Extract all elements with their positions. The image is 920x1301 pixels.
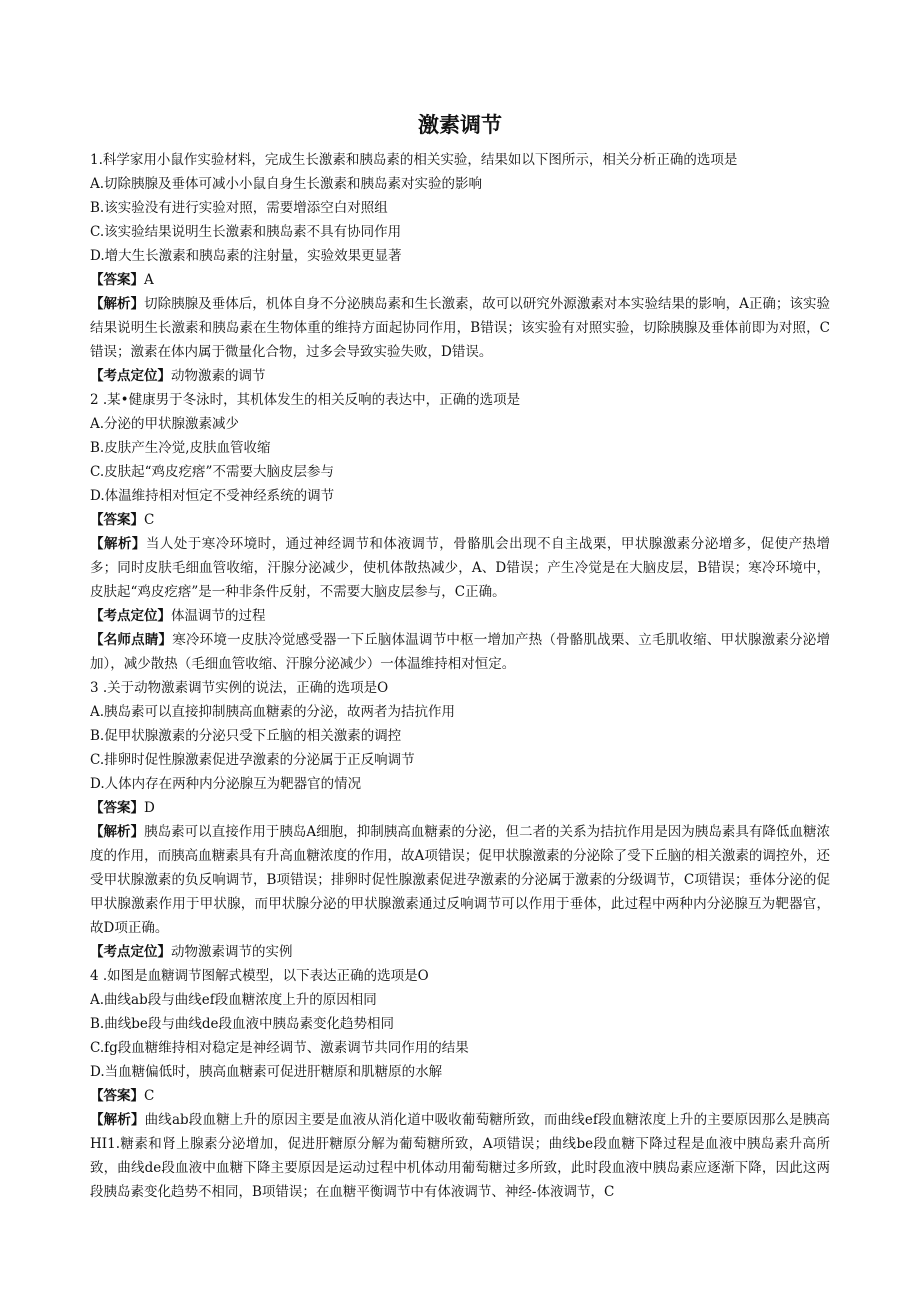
question-3-point — [90, 940, 830, 964]
question-4-analysis — [90, 1108, 830, 1204]
analysis-tag: 【解析】 — [90, 1112, 145, 1128]
question-4-option-d: D.当血糖偏低时，胰高血糖素可促进肝糖原和肌糖原的水解 — [90, 1064, 443, 1080]
question-3-stem: 3 .关于动物激素调节实例的说法，正确的选项是O — [90, 680, 389, 696]
question-1-option-a: A.切除胰腺及垂体可减小小鼠自身生长激素和胰岛素对实验的影响 — [90, 176, 483, 192]
question-4-answer — [90, 1084, 830, 1108]
analysis-text: 当人处于寒冷环境时，通过神经调节和体液调节，骨骼肌会出现不自主战栗，甲状腺激素分泌增多，促使产热增多；同时皮肤毛细血管收缩，汗腺分泌减少，使机体散热减少，A、D错误；产生冷觉是在大脑皮层，B错误；寒冷环境中，皮肤起“鸡皮疙瘩”是一种非条件反射，不需要大脑皮层参与，C正确。 — [90, 536, 831, 600]
answer-tag: 【答案】 — [90, 1088, 144, 1104]
answer-tag: 【答案】 — [90, 512, 144, 528]
answer-tag: 【答案】 — [90, 800, 144, 816]
tip-text: 寒冷环境一皮肤冷觉感受器一下丘脑体温调节中枢一增加产热（骨骼肌战栗、立毛肌收缩、甲状腺激素分泌增加），减少散热（毛细血管收缩、汗腺分泌减少）一体温维持相对恒定。 — [90, 632, 831, 672]
question-2-option-a: A.分泌的甲状腺激素减少 — [90, 416, 240, 432]
question-3-option-a: A.胰岛素可以直接抑制胰高血糖素的分泌，故两者为拮抗作用 — [90, 704, 456, 720]
question-3-analysis — [90, 820, 830, 940]
analysis-text: 胰岛素可以直接作用于胰岛A细胞，抑制胰高血糖素的分泌，但二者的关系为拮抗作用是因为胰岛素具有降低血糖浓度的作用，而胰高血糖素具有升高血糖浓度的作用，故A项错误；促甲状腺激素的分泌除了受下丘脑的相关激素的调控外，还受甲状腺激素的负反响调节，B项错误；排卵时促性腺激素促进孕激素的分泌属于激素的分级调节，C项错误；垂体分泌的促甲状腺激素作用于甲状腺，而甲状腺分泌的甲状腺激素通过反响调节可以作用于垂体，此过程中两种内分泌腺互为靶器官，故D项正确。 — [90, 824, 830, 936]
question-1-analysis — [90, 292, 830, 364]
point-text: 动物激素的调节 — [171, 368, 266, 384]
answer-tag: 【答案】 — [90, 272, 144, 288]
point-tag: 【考点定位】 — [90, 608, 171, 624]
answer-value: D — [144, 800, 155, 816]
question-2-option-b: B.皮肤产生冷觉,皮肤血管收缩 — [90, 440, 271, 456]
answer-value: A — [144, 272, 154, 288]
analysis-tag: 【解析】 — [90, 536, 146, 552]
question-1-answer — [90, 268, 830, 292]
analysis-tag: 【解析】 — [90, 824, 145, 840]
question-2-tip — [90, 628, 830, 676]
question-3-option-d: D.人体内存在两种内分泌腺互为靶器官的情况 — [90, 776, 362, 792]
question-4-option-a: A.曲线ab段与曲线ef段血糖浓度上升的原因相同 — [90, 992, 377, 1008]
point-text: 动物激素调节的实例 — [171, 944, 293, 960]
point-tag: 【考点定位】 — [90, 368, 171, 384]
tip-tag: 【名师点睛】 — [90, 632, 173, 648]
question-3-option-b: B.促甲状腺激素的分泌只受下丘脑的相关激素的调控 — [90, 728, 402, 744]
question-1-option-b: B.该实验没有进行实验对照，需要增添空白对照组 — [90, 200, 388, 216]
question-1-option-d: D.增大生长激素和胰岛素的注射量，实验效果更显著 — [90, 248, 402, 264]
question-2-analysis — [90, 532, 830, 604]
analysis-text: 曲线ab段血糖上升的原因主要是血液从消化道中吸收葡萄糖所致，而曲线ef段血糖浓度上升的主要原因那么是胰高HI1.糖素和肾上腺素分泌增加，促进肝糖原分解为葡萄糖所致，A项错误；曲线be段血糖下降过程是血液中胰岛素升高所致，曲线de段血液中血糖下降主要原因是运动过程中机体动用葡萄糖过多所致，此时段血液中胰岛素应逐渐下降，因此这两段胰岛素变化趋势不相同，B项错误；在血糖平衡调节中有体液调节、神经-体液调节，C — [90, 1112, 831, 1200]
question-2-answer — [90, 508, 830, 532]
question-2-point — [90, 604, 830, 628]
question-2-stem: 2 .某•健康男于冬泳时，其机体发生的相关反响的表达中，正确的选项是 — [90, 392, 521, 408]
question-4-option-b: B.曲线be段与曲线de段血液中胰岛素变化趋势相同 — [90, 1016, 394, 1032]
question-1-option-c: C.该实验结果说明生长激素和胰岛素不具有协同作用 — [90, 224, 402, 240]
question-3-answer — [90, 796, 830, 820]
question-4-stem: 4 .如图是血糖调节图解式模型，以下表达正确的选项是O — [90, 968, 429, 984]
analysis-tag: 【解析】 — [90, 296, 145, 312]
answer-value: C — [144, 512, 155, 528]
document-page — [90, 108, 830, 1204]
question-4-option-c: C.fg段血糖维持相对稳定是神经调节、激素调节共同作用的结果 — [90, 1040, 469, 1056]
question-3-option-c: C.排卵时促性腺激素促进孕激素的分泌属于正反响调节 — [90, 752, 415, 768]
point-tag: 【考点定位】 — [90, 944, 171, 960]
question-2-option-d: D.体温维持相对恒定不受神经系统的调节 — [90, 488, 335, 504]
analysis-text: 切除胰腺及垂体后，机体自身不分泌胰岛素和生长激素，故可以研究外源激素对本实验结果的影响，A正确；该实验结果说明生长激素和胰岛素在生物体重的维持方面起协同作用，B错误；该实验有对照实验，切除胰腺及垂体前即为对照，C错误；激素在体内属于微量化合物，过多会导致实验失败，D错误。 — [90, 296, 830, 360]
question-1-stem: 1.科学家用小鼠作实验材料，完成生长激素和胰岛素的相关实验，结果如以下图所示，相关分析正确的选项是 — [90, 152, 738, 168]
page-title: 激素调节 — [418, 113, 502, 137]
point-text: 体温调节的过程 — [171, 608, 266, 624]
answer-value: C — [144, 1088, 155, 1104]
question-1-point — [90, 364, 830, 388]
question-2-option-c: C.皮肤起“鸡皮疙瘩”不需要大脑皮层参与 — [90, 464, 334, 480]
